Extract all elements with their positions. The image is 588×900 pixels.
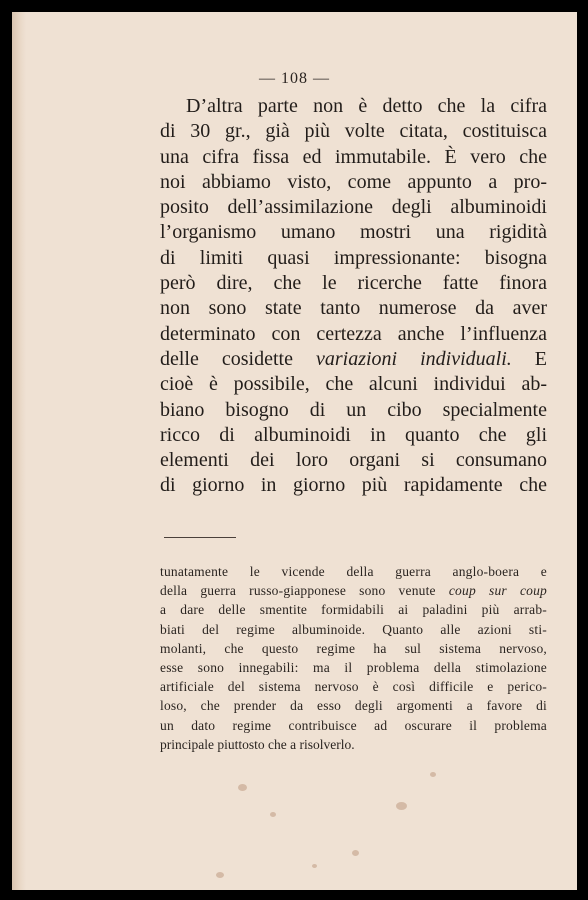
footnote-line-with-italic bbox=[160, 581, 547, 600]
body-text: E bbox=[511, 347, 548, 370]
footnote-text: della guerra russo-giapponese sono venute bbox=[160, 583, 449, 599]
body-line: non sono state tanto numerose da aver bbox=[160, 297, 547, 320]
body-line: determinato con certezza anche l’influenza bbox=[160, 322, 547, 345]
italic-phrase: coup sur coup bbox=[448, 583, 548, 599]
paper-stain bbox=[396, 802, 407, 810]
footnote-line: artificiale del sistema nervoso è così difficile e perico- bbox=[160, 679, 547, 695]
footnote-separator bbox=[164, 537, 236, 538]
paper-stain bbox=[352, 850, 359, 856]
paper-stain bbox=[312, 864, 317, 868]
body-line: noi abbiamo visto, come appunto a pro- bbox=[160, 170, 547, 193]
body-line: ricco di albuminoidi in quanto che gli bbox=[160, 423, 547, 446]
body-line: posito dell’assimilazione degli albuminoidi bbox=[160, 196, 547, 219]
footnote-block bbox=[160, 562, 547, 754]
footnote-line: a dare delle smentite formidabili ai paladini più arrab- bbox=[160, 602, 547, 618]
body-line: elementi dei loro organi si consumano bbox=[160, 449, 547, 472]
body-line: biano bisogno di un cibo specialmente bbox=[160, 398, 547, 421]
body-line: di 30 gr., già più volte citata, costituisca bbox=[160, 120, 547, 143]
paper-stain bbox=[270, 812, 276, 817]
footnote-line: molanti, che questo regime ha sul sistema nervoso, bbox=[160, 640, 547, 656]
body-line: di limiti quasi impressionante: bisogna bbox=[160, 246, 547, 269]
footnote-last-line: principale piuttosto che a risolverlo. bbox=[160, 736, 355, 752]
italic-term: variazioni individuali. bbox=[315, 347, 512, 370]
footnote-line: loso, che prender da esso degli argomenti a favore di bbox=[160, 698, 547, 714]
footnote-line: tunatamente le vicende della guerra anglo-boera e bbox=[160, 564, 547, 579]
body-text: delle cosidette bbox=[160, 347, 316, 370]
page-number: — 108 — bbox=[259, 70, 330, 87]
page-binding-edge bbox=[12, 12, 26, 890]
body-line-with-italic bbox=[160, 347, 547, 372]
paper-stain bbox=[238, 784, 247, 791]
body-line: però dire, che le ricerche fatte finora bbox=[160, 272, 547, 295]
body-line: una cifra fissa ed immutabile. È vero che bbox=[160, 145, 547, 168]
body-line: l’organismo umano mostri una rigidità bbox=[160, 221, 547, 244]
body-line: D’altra parte non è detto che la cifra bbox=[186, 95, 547, 117]
paper-stain bbox=[216, 872, 224, 878]
body-line: di giorno in giorno più rapidamente che bbox=[160, 474, 547, 497]
book-page bbox=[12, 12, 577, 890]
footnote-line: biati del regime albuminoide. Quanto alle azioni sti- bbox=[160, 621, 547, 637]
body-line: cioè è possibile, che alcuni individui ab- bbox=[160, 373, 547, 396]
paper-stain bbox=[430, 772, 436, 777]
footnote-line: esse sono innegabili: ma il problema della stimolazione bbox=[160, 660, 547, 676]
main-text-block bbox=[160, 94, 547, 499]
footnote-line: un dato regime contribuisce ad oscurare il problema bbox=[160, 717, 547, 733]
